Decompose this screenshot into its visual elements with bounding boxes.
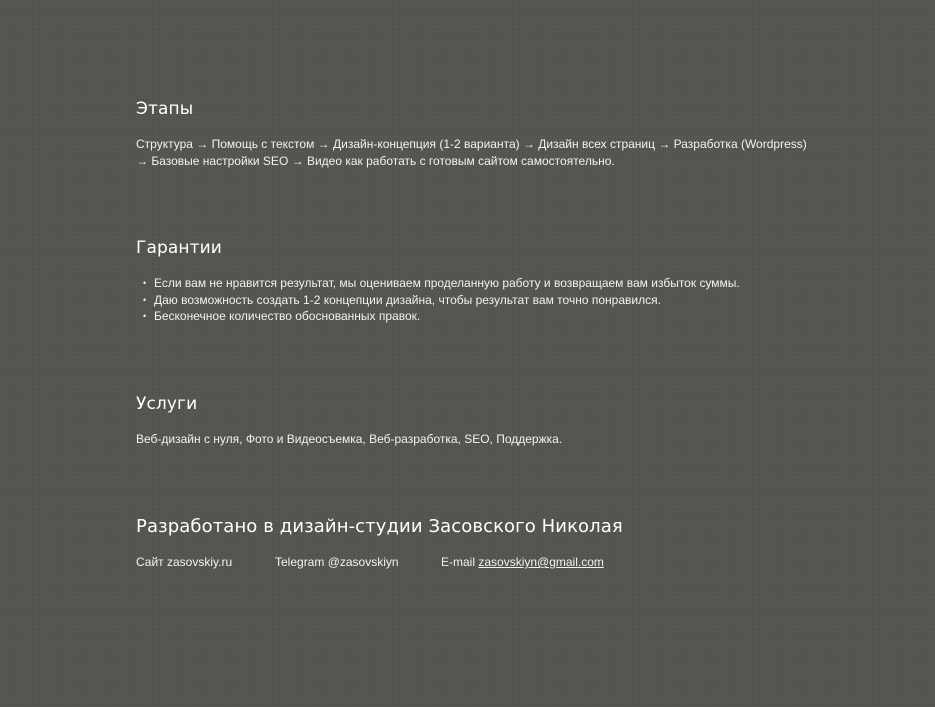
bullet-icon: • — [143, 294, 147, 305]
footer-heading: Разработано в дизайн-студии Засовского Николая — [136, 516, 623, 537]
email-label: E-mail — [441, 555, 479, 569]
footer-section — [136, 516, 896, 570]
telegram-contact: Telegram @zasovskiyn — [275, 555, 399, 569]
guarantees-list — [136, 275, 816, 325]
bullet-icon: • — [143, 278, 147, 288]
stages-section — [136, 99, 816, 169]
guarantees-section — [136, 238, 816, 325]
services-heading: Услуги — [136, 394, 198, 414]
contacts-row — [136, 554, 896, 570]
services-section — [136, 394, 816, 448]
email-link[interactable]: zasovskiyn@gmail.com — [478, 555, 604, 569]
bullet-icon: • — [143, 311, 147, 321]
list-item — [136, 308, 816, 325]
list-item-text: Даю возможность создать 1-2 концепции дизайна, чтобы результат вам точно понравился. — [154, 292, 661, 307]
guarantees-heading: Гарантии — [136, 238, 222, 258]
email-contact — [441, 554, 604, 570]
services-text: Веб-дизайн с нуля, Фото и Видеосъемка, Веб-разработка, SEO, Поддержка. — [136, 432, 563, 446]
list-item-text: Бесконечное количество обоснованных правок. — [154, 309, 421, 323]
stages-heading: Этапы — [136, 99, 194, 119]
stages-text: Структура → Помощь с текстом → Дизайн-концепция (1-2 варианта) → Дизайн всех страниц → Разработка (Wordpress) → Базовые настройки SEO → Видео как работать с готовым сайтом самостоятельно. — [136, 137, 807, 168]
site-contact: Сайт zasovskiy.ru — [136, 555, 233, 569]
list-item — [136, 275, 816, 292]
list-item — [136, 292, 816, 309]
list-item-text: Если вам не нравится результат, мы оцениваем проделанную работу и возвращаем вам избыток суммы. — [154, 276, 740, 290]
